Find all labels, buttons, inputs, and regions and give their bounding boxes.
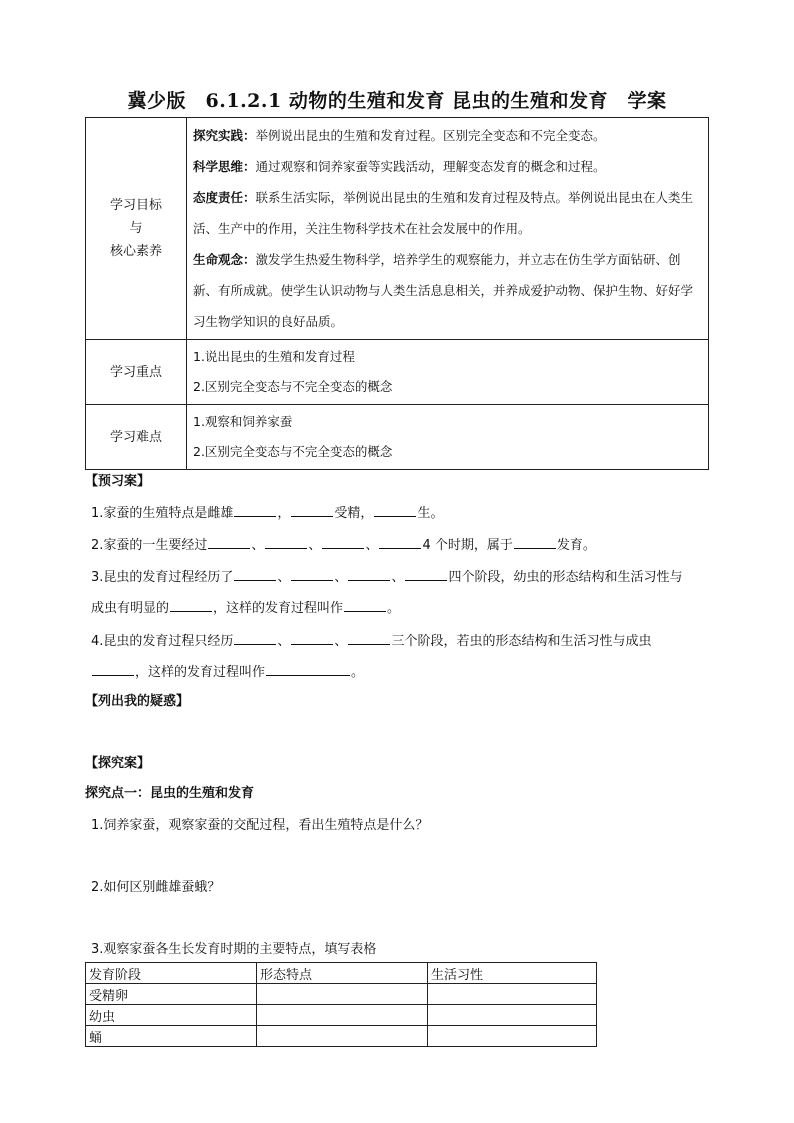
goals-table bbox=[85, 117, 709, 470]
question-text: 成虫有明显的 bbox=[91, 601, 170, 616]
explore-point-1: 探究点一：昆虫的生殖和发育 bbox=[85, 786, 255, 801]
question-text: 发育。 bbox=[556, 538, 596, 553]
explore-heading: 【探究案】 bbox=[85, 756, 151, 771]
explore-question-2: 2.如何区别雌雄蚕蛾？ bbox=[91, 880, 221, 895]
goal-item bbox=[193, 120, 702, 151]
question-text: 2.家蚕的一生要经过 bbox=[91, 538, 208, 553]
separator: 、 bbox=[365, 538, 379, 553]
question-text: ，这样的发育过程叫作 bbox=[135, 665, 266, 680]
goal-item bbox=[193, 182, 702, 244]
answer-blank[interactable] bbox=[291, 568, 333, 581]
stages-header-row bbox=[86, 963, 597, 984]
separator: 、 bbox=[334, 570, 348, 585]
question-text: ， bbox=[277, 506, 291, 521]
question-text: 。 bbox=[387, 601, 401, 616]
separator: 、 bbox=[251, 538, 265, 553]
goal-key: 态度责任： bbox=[193, 190, 256, 205]
preview-question-3 bbox=[91, 566, 682, 585]
difficulty-item: 2.区别完全变态与不完全变态的概念 bbox=[193, 444, 393, 459]
stages-header: 生活习性 bbox=[428, 963, 597, 984]
habit-cell[interactable] bbox=[428, 984, 597, 1005]
goals-label-line: 与 bbox=[129, 221, 143, 236]
preview-question-3-cont bbox=[91, 597, 400, 616]
form-cell[interactable] bbox=[257, 1005, 428, 1026]
goals-label-cell bbox=[86, 118, 187, 340]
answer-blank[interactable] bbox=[265, 536, 307, 549]
goal-key: 探究实践： bbox=[193, 128, 256, 143]
difficulty-item: 1.观察和饲养家蚕 bbox=[193, 414, 293, 429]
question-text: 生。 bbox=[417, 506, 444, 521]
stage-name: 蛹 bbox=[86, 1026, 257, 1047]
separator: 、 bbox=[308, 538, 322, 553]
question-text: 1.家蚕的生殖特点是雌雄 bbox=[91, 506, 234, 521]
key-points-label: 学习重点 bbox=[86, 340, 187, 405]
goal-key: 生命观念： bbox=[193, 252, 256, 267]
stages-row bbox=[86, 1026, 597, 1047]
answer-blank[interactable] bbox=[170, 599, 212, 612]
doubts-heading: 【列出我的疑惑】 bbox=[85, 694, 190, 709]
form-cell[interactable] bbox=[257, 1026, 428, 1047]
difficulties-label: 学习难点 bbox=[86, 405, 187, 470]
goal-text: 举例说出昆虫的生殖和发育过程。区别完全变态和不完全变态。 bbox=[255, 128, 606, 143]
question-text: ，这样的发育过程叫作 bbox=[213, 601, 344, 616]
answer-blank[interactable] bbox=[291, 632, 333, 645]
goal-text: 激发学生热爱生物科学，培养学生的观察能力，并立志在仿生学方面钻研、创新、有所成就。使学生认识动物与人类生活息息相关，并养成爱护动物、保护生物、好好学习生物学知识的良好品质。 bbox=[193, 252, 694, 329]
question-text: 4 个时期，属于 bbox=[422, 538, 513, 553]
answer-blank[interactable] bbox=[344, 599, 386, 612]
question-text: 3.昆虫的发育过程经历了 bbox=[91, 570, 234, 585]
form-cell[interactable] bbox=[257, 984, 428, 1005]
stage-name: 受精卵 bbox=[86, 984, 257, 1005]
goal-item bbox=[193, 244, 702, 337]
stages-table bbox=[85, 962, 597, 1047]
preview-question-4-cont bbox=[91, 661, 364, 680]
stages-header: 形态特点 bbox=[257, 963, 428, 984]
answer-blank[interactable] bbox=[348, 568, 390, 581]
question-text: 四个阶段，幼虫的形态结构和生活习性与 bbox=[448, 570, 683, 585]
explore-question-3: 3.观察家蚕各生长发育时期的主要特点，填写表格 bbox=[91, 942, 377, 957]
key-point-item: 1.说出昆虫的生殖和发育过程 bbox=[193, 349, 355, 364]
explore-question-1: 1.饲养家蚕，观察家蚕的交配过程，看出生殖特点是什么？ bbox=[91, 818, 429, 833]
difficulties-cell bbox=[187, 405, 709, 470]
answer-blank[interactable] bbox=[234, 632, 276, 645]
separator: 、 bbox=[277, 570, 291, 585]
goals-row bbox=[86, 118, 709, 340]
difficulties-row bbox=[86, 405, 709, 470]
answer-blank[interactable] bbox=[234, 568, 276, 581]
answer-blank[interactable] bbox=[291, 504, 333, 517]
goal-key: 科学思维： bbox=[193, 159, 256, 174]
stage-name: 幼虫 bbox=[86, 1005, 257, 1026]
goals-content-cell bbox=[187, 118, 709, 340]
goal-text: 通过观察和饲养家蚕等实践活动，理解变态发育的概念和过程。 bbox=[255, 159, 606, 174]
answer-blank[interactable] bbox=[514, 536, 556, 549]
preview-question-1 bbox=[91, 502, 443, 521]
key-point-item: 2.区别完全变态与不完全变态的概念 bbox=[193, 379, 393, 394]
question-text: 。 bbox=[351, 665, 365, 680]
stages-header: 发育阶段 bbox=[86, 963, 257, 984]
habit-cell[interactable] bbox=[428, 1005, 597, 1026]
answer-blank[interactable] bbox=[322, 536, 364, 549]
goals-label-line: 学习目标 bbox=[109, 198, 162, 213]
question-text: 受精， bbox=[334, 506, 374, 521]
question-text: 4.昆虫的发育过程只经历 bbox=[91, 634, 234, 649]
habit-cell[interactable] bbox=[428, 1026, 597, 1047]
answer-blank[interactable] bbox=[266, 663, 350, 676]
answer-blank[interactable] bbox=[234, 504, 276, 517]
answer-blank[interactable] bbox=[379, 536, 421, 549]
answer-blank[interactable] bbox=[208, 536, 250, 549]
preview-question-4 bbox=[91, 630, 651, 649]
goals-label-line: 核心素养 bbox=[109, 244, 162, 259]
answer-blank[interactable] bbox=[92, 663, 134, 676]
answer-blank[interactable] bbox=[374, 504, 416, 517]
answer-blank[interactable] bbox=[405, 568, 447, 581]
goal-item bbox=[193, 151, 702, 182]
separator: 、 bbox=[391, 570, 405, 585]
key-points-cell bbox=[187, 340, 709, 405]
key-points-row bbox=[86, 340, 709, 405]
page-title: 冀少版 6.1.2.1 动物的生殖和发育 昆虫的生殖和发育 学案 bbox=[127, 90, 667, 112]
preview-question-2 bbox=[91, 534, 596, 553]
stages-row bbox=[86, 984, 597, 1005]
question-text: 三个阶段，若虫的形态结构和生活习性与成虫 bbox=[391, 634, 652, 649]
stages-row bbox=[86, 1005, 597, 1026]
separator: 、 bbox=[334, 634, 348, 649]
answer-blank[interactable] bbox=[348, 632, 390, 645]
separator: 、 bbox=[277, 634, 291, 649]
preview-heading: 【预习案】 bbox=[85, 474, 151, 489]
goal-text: 联系生活实际，举例说出昆虫的生殖和发育过程及特点。举例说出昆虫在人类生活、生产中的作用，关注生物科学技术在社会发展中的作用。 bbox=[193, 190, 694, 236]
